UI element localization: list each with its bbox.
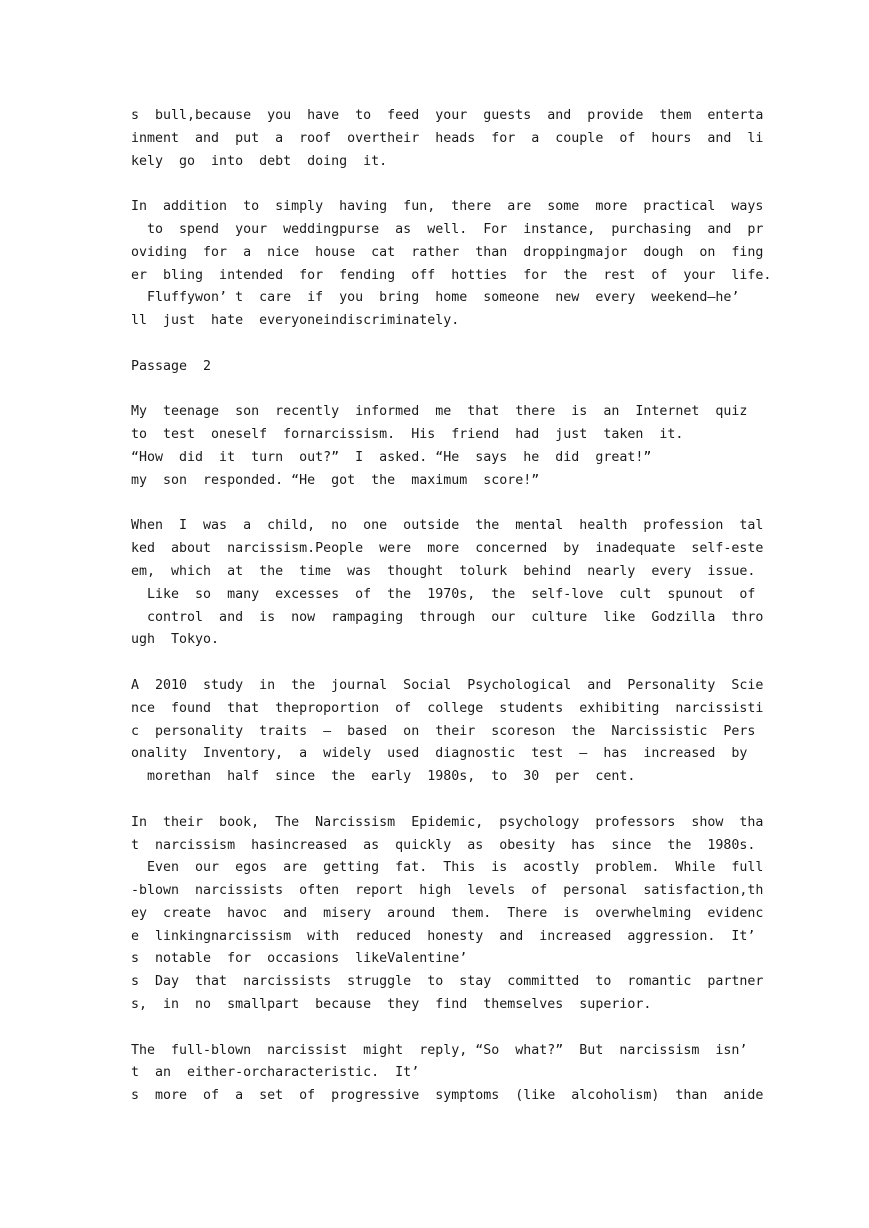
text-line: In addition to simply having fun, there are some more practical ways bbox=[131, 199, 764, 215]
text-line: In their book, The Narcissism Epidemic, psychology professors show tha bbox=[131, 814, 764, 830]
text-line: t narcissism hasincreased as quickly as obesity has since the 1980s. bbox=[131, 837, 756, 853]
text-line: s, in no smallpart because they find themselves superior. bbox=[131, 997, 652, 1013]
paragraph-5 bbox=[131, 675, 764, 789]
text-line: Fluffywon’ t care if you bring home someone new every weekend—he’ bbox=[131, 290, 740, 306]
text-line: s bull,because you have to feed your guests and provide them enterta bbox=[131, 108, 764, 123]
text-line: When I was a child, no one outside the mental health profession tal bbox=[131, 518, 764, 534]
text-line: kely go into debt doing it. bbox=[131, 153, 388, 169]
text-line: ll just hate everyoneindiscriminately. bbox=[131, 313, 460, 329]
text-line: inment and put a roof overtheir heads for a couple of hours and li bbox=[131, 130, 764, 146]
paragraph-3 bbox=[131, 401, 751, 492]
text-line: ugh Tokyo. bbox=[131, 632, 220, 648]
text-line: “How did it turn out?” I asked. “He says he did great!” bbox=[131, 449, 652, 465]
text-line: My teenage son recently informed me that there is an Internet quiz bbox=[131, 404, 748, 420]
paragraph-4 bbox=[131, 515, 764, 652]
text-line: to test oneself fornarcissism. His friend had just taken it. bbox=[131, 427, 684, 443]
text-line: nce found that theproportion of college students exhibiting narcissisti bbox=[131, 700, 764, 716]
text-line: The full-blown narcissist might reply, “So what?” But narcissism isn’ bbox=[131, 1042, 748, 1058]
text-line: e linkingnarcissism with reduced honesty and increased aggression. It’ bbox=[131, 928, 756, 944]
paragraph-1 bbox=[131, 105, 764, 173]
heading-text: Passage 2 bbox=[131, 358, 212, 374]
text-line: s more of a set of progressive symptoms (like alcoholism) than anide bbox=[131, 1088, 764, 1104]
text-line: to spend your weddingpurse as well. For instance, purchasing and pr bbox=[131, 221, 764, 237]
text-line: morethan half since the early 1980s, to 30 per cent. bbox=[131, 769, 636, 785]
text-line: t an either-orcharacteristic. It’ bbox=[131, 1065, 420, 1081]
text-line: em, which at the time was thought tolurk behind nearly every issue. bbox=[131, 563, 756, 579]
text-line: my son responded. “He got the maximum score!” bbox=[131, 472, 540, 488]
text-line: A 2010 study in the journal Social Psychological and Personality Scie bbox=[131, 677, 764, 693]
text-line: Even our egos are getting fat. This is acostly problem. While full bbox=[131, 860, 764, 876]
text-line: s Day that narcissists struggle to stay committed to romantic partner bbox=[131, 974, 764, 990]
text-line: s notable for occasions likeValentine’ bbox=[131, 951, 468, 967]
text-line: c personality traits – based on their scoreson the Narcissistic Pers bbox=[131, 723, 756, 739]
paragraph-6 bbox=[131, 812, 764, 1017]
text-line: onality Inventory, a widely used diagnostic test – has increased by bbox=[131, 746, 748, 762]
text-line: ked about narcissism.People were more concerned by inadequate self-este bbox=[131, 541, 764, 557]
passage-heading bbox=[131, 356, 751, 379]
document-page bbox=[131, 105, 772, 1131]
text-line: er bling intended for fending off hotties for the rest of your life. bbox=[131, 267, 772, 283]
paragraph-2 bbox=[131, 196, 772, 333]
text-line: -blown narcissists often report high levels of personal satisfaction,th bbox=[131, 883, 764, 899]
text-line: Like so many excesses of the 1970s, the self-love cult spunout of bbox=[131, 586, 756, 602]
paragraph-7 bbox=[131, 1040, 764, 1108]
text-line: control and is now rampaging through our culture like Godzilla thro bbox=[131, 609, 764, 625]
text-line: oviding for a nice house cat rather than droppingmajor dough on fing bbox=[131, 244, 764, 260]
text-line: ey create havoc and misery around them. There is overwhelming evidenc bbox=[131, 905, 764, 921]
